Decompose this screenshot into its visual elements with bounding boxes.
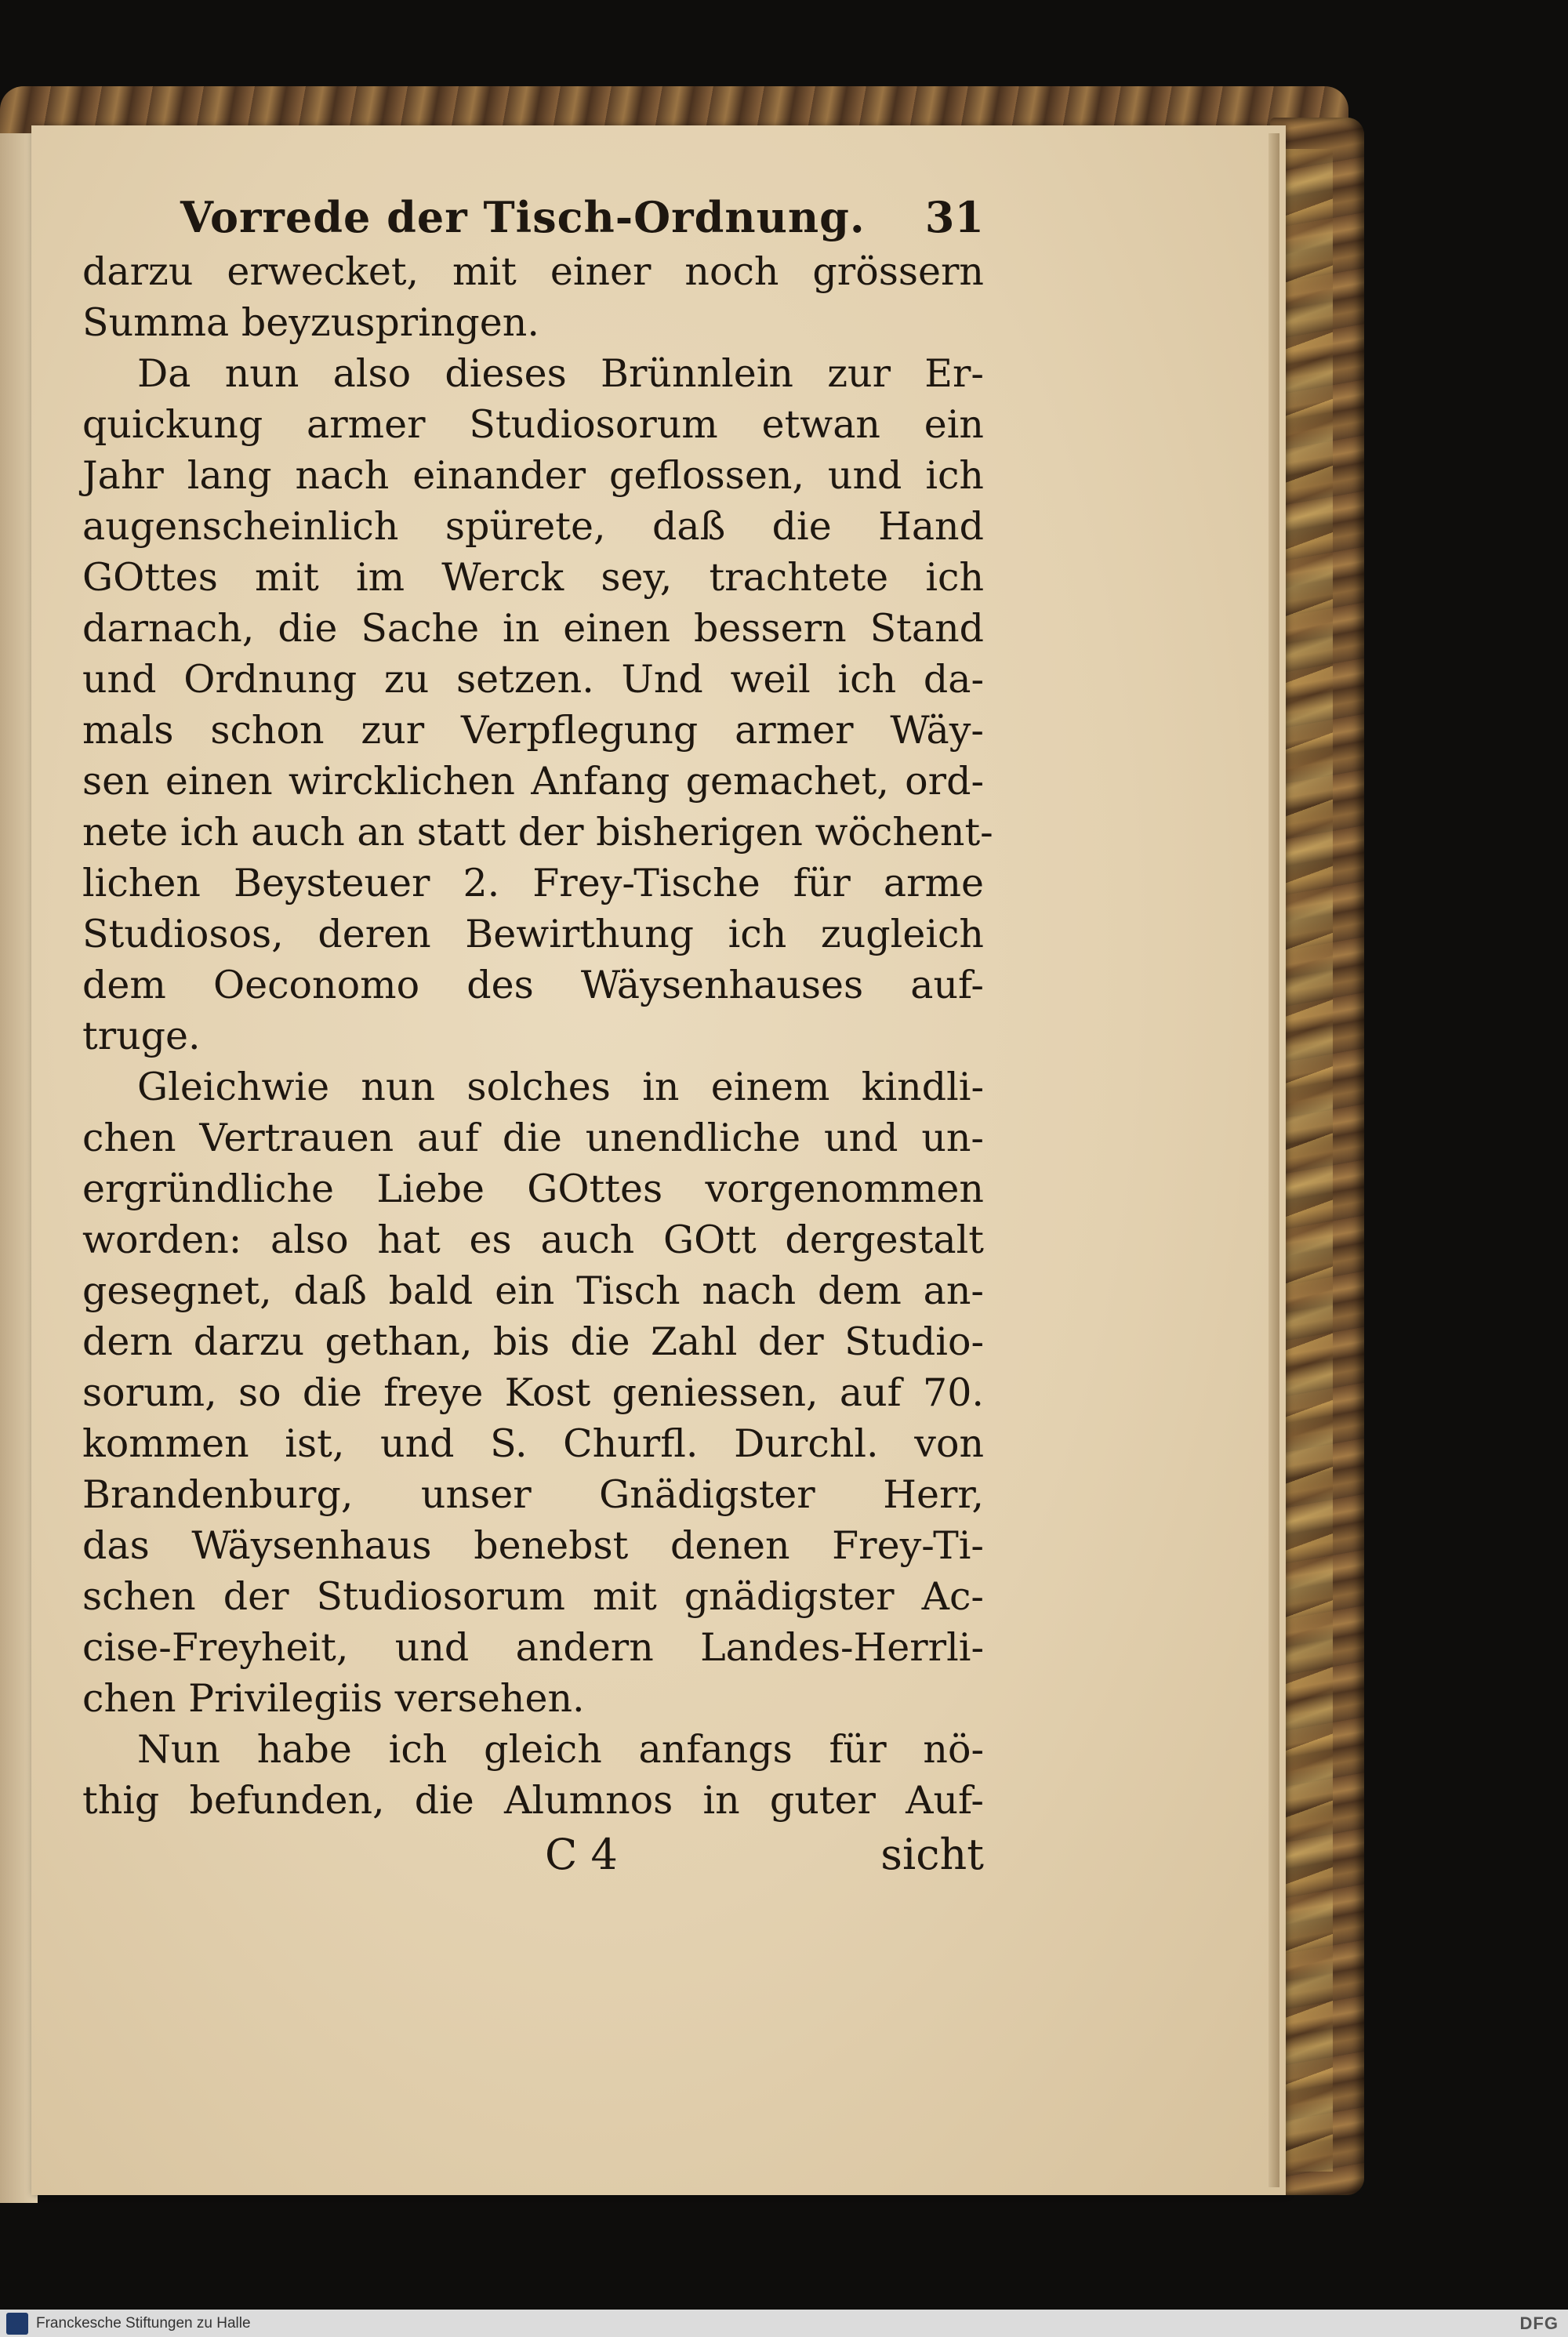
institution-name: Franckesche Stiftungen zu Halle: [36, 2314, 251, 2332]
header-title: Vorrede der Tisch-Ordnung.: [180, 192, 866, 242]
text-line: cise-Freyheit, und andern Landes-Herrli-: [82, 1625, 984, 1670]
viewer-footer-bar: [0, 2310, 1568, 2337]
signature-mark: C 4: [545, 1830, 618, 1879]
text-line: dem Oeconomo des Wäysenhauses auf-: [82, 963, 984, 1007]
text-line: augenscheinlich spürete, daß die Hand: [82, 504, 984, 549]
institution-logo-icon: [6, 2313, 28, 2335]
text-line: Gleichwie nun solches in einem kindli-: [137, 1065, 984, 1109]
text-line: darnach, die Sache in einen bessern Stand: [82, 606, 984, 651]
text-line: und Ordnung zu setzen. Und weil ich da-: [82, 657, 984, 702]
text-line: truge.: [82, 1014, 201, 1058]
text-line: Brandenburg, unser Gnädigster Herr,: [82, 1472, 984, 1517]
institution-credit: [0, 2313, 251, 2335]
text-line: Jahr lang nach einander geflossen, und ich: [82, 453, 984, 498]
text-line: chen Vertrauen auf die unendliche und un-: [82, 1116, 984, 1160]
running-header: [180, 188, 984, 246]
text-line: sen einen wircklichen Anfang gemachet, ord-: [82, 759, 984, 804]
dfg-logo: DFG: [1519, 2313, 1559, 2333]
text-line: kommen ist, und S. Churfl. Durchl. von: [82, 1421, 984, 1466]
text-line: chen Privilegiis versehen.: [82, 1676, 585, 1721]
text-line: Nun habe ich gleich anfangs für nö-: [137, 1727, 984, 1772]
text-line: das Wäysenhaus benebst denen Frey-Ti-: [82, 1523, 984, 1568]
text-line: Summa beyzuspringen.: [82, 300, 539, 345]
text-line: schen der Studiosorum mit gnädigster Ac-: [82, 1574, 984, 1619]
text-line: nete ich auch an statt der bisherigen wöchent-: [82, 810, 993, 855]
text-line: worden: also hat es auch GOtt dergestalt: [82, 1217, 984, 1262]
text-lines: [82, 246, 993, 1826]
text-line: lichen Beysteuer 2. Frey-Tische für arme: [82, 861, 984, 905]
text-line: Studiosos, deren Bewirthung ich zugleich: [82, 912, 984, 956]
text-line: sorum, so die freye Kost geniessen, auf 70.: [82, 1370, 984, 1415]
spine-marbling: [1286, 149, 1333, 2172]
text-line: Da nun also dieses Brünnlein zur Er-: [137, 351, 984, 396]
catchword: sicht: [880, 1830, 984, 1879]
text-line: darzu erwecket, mit einer noch grössern: [82, 249, 984, 294]
text-line: quickung armer Studiosorum etwan ein: [82, 402, 984, 447]
text-line: thig befunden, die Alumnos in guter Auf-: [82, 1778, 984, 1823]
text-line: gesegnet, daß bald ein Tisch nach dem an-: [82, 1268, 984, 1313]
page-text-block: [82, 188, 993, 1880]
page-stack-edge: [1269, 133, 1279, 2187]
page-footer: [545, 1829, 984, 1880]
text-line: dern darzu gethan, bis die Zahl der Studio-: [82, 1319, 984, 1364]
text-line: mals schon zur Verpflegung armer Wäy-: [82, 708, 984, 753]
text-line: ergründliche Liebe GOttes vorgenommen: [82, 1167, 984, 1211]
text-line: GOttes mit im Werck sey, trachtete ich: [82, 555, 984, 600]
page-number: 31: [924, 192, 984, 242]
